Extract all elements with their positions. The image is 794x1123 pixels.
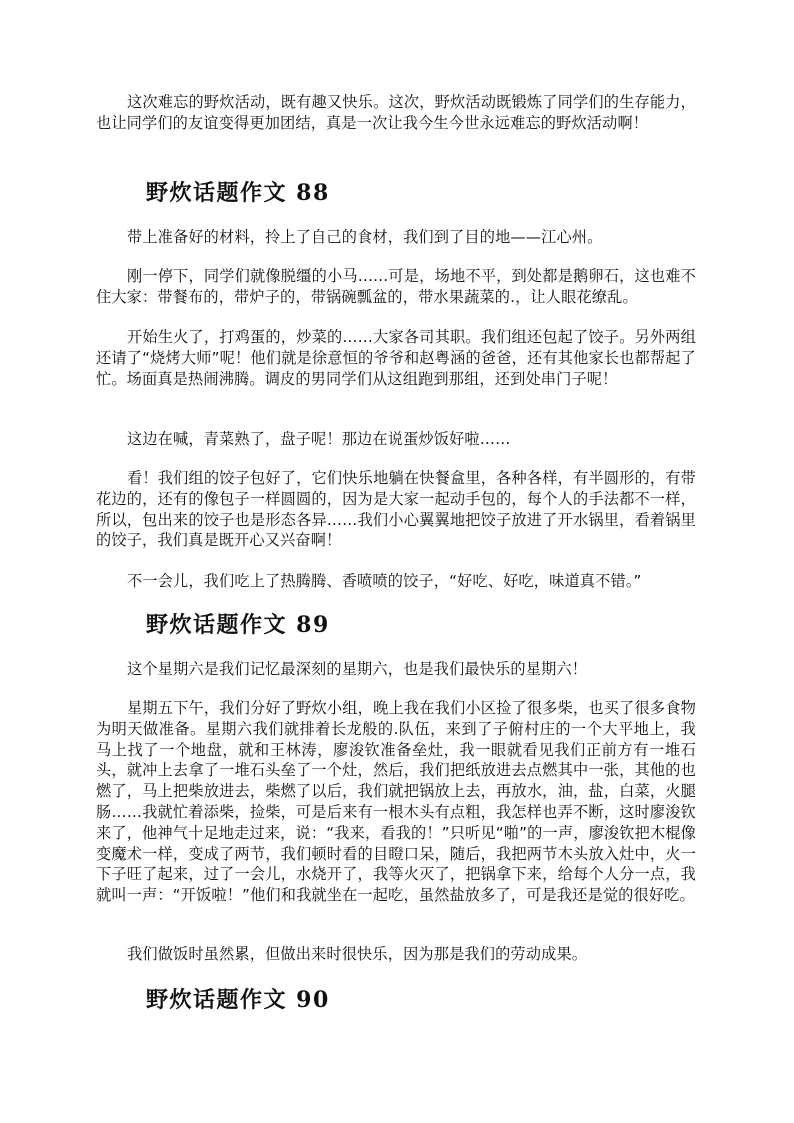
paragraph: 看！我们组的饺子包好了，它们快乐地躺在快餐盒里，各种各样，有半圆形的，有带花边的，还有的像包子一样圆圆的，因为是大家一起动手包的，每个人的手法都不一样，所以，包出来的饺子也是形态各异……我们小心翼翼地把饺子放进了开水锅里，看着锅里的饺子，我们真是既开心又兴奋啊！: [96, 469, 696, 550]
section-title-89: 野炊话题作文 89: [146, 612, 330, 638]
paragraph: 刚一停下，同学们就像脱缰的小马……可是，场地不平，到处都是鹅卵石，这也难不住大家：带餐布的，带炉子的，带锅碗瓢盆的，带水果蔬菜的.，让人眼花缭乱。: [96, 267, 696, 306]
paragraph: 我们做饭时虽然累，但做出来时很快乐，因为那是我们的劳动成果。: [127, 945, 588, 963]
paragraph: 星期五下午，我们分好了野炊小组，晚上我在我们小区捡了很多柴，也买了很多食物为明天做准备。星期六我们就排着长龙般的.队伍，来到了子俯村庄的一个大平地上，我马上找了一个地盘，就和王林涛，廖浚钦准备垒灶，我一眼就看见我们正前方有一堆石头，就冲上去拿了一堆石头垒了一个灶，然后，我们把纸放进去点燃其中一张，其他的也燃了，马上把柴放进去，柴燃了以后，我们就把锅放上去，再放水，油，盐，白菜，火腿肠……我就忙着添柴，捡柴，可是后来有一根木头有点粗，我怎样也弄不断，这时廖浚钦来了，他神气十足地走过来，说：“我来，看我的！”只听见“啪”的一声，廖浚钦把木棍像变魔术一样，变成了两节，我们顿时看的目瞪口呆，随后，我把两节木头放入灶中，火一下子旺了起来，过了一会儿，水烧开了，我等火灭了，把锅拿下来，给每个人分一点，我就叫一声：“开饭啦！”他们和我就坐在一起吃，虽然盐放多了，可是我还是觉的很好吃。: [96, 699, 696, 905]
paragraph: 开始生火了，打鸡蛋的，炒菜的……大家各司其职。我们组还包起了饺子。另外两组还请了“烧烤大师”呢！他们就是徐意恒的爷爷和赵粤涵的爸爸，还有其他家长也都帮起了忙。场面真是热闹沸腾。调皮的男同学们从这组跑到那组，还到处串门子呢！: [96, 328, 696, 388]
paragraph: 这个星期六是我们记忆最深刻的星期六，也是我们最快乐的星期六！: [127, 660, 588, 678]
section-title-90: 野炊话题作文 90: [146, 987, 330, 1013]
paragraph: 带上准备好的材料，拎上了自己的食材，我们到了目的地——江心州。: [127, 228, 603, 246]
paragraph: 这边在喊，青菜熟了，盘子呢！那边在说蛋炒饭好啦……: [127, 430, 511, 448]
paragraph: 不一会儿，我们吃上了热腾腾、香喷喷的饺子，“好吃、好吃，味道真不错。”: [127, 572, 642, 590]
section-title-88: 野炊话题作文 88: [146, 180, 330, 206]
paragraph: 这次难忘的野炊活动，既有趣又快乐。这次，野炊活动既锻炼了同学们的生存能力，也让同学们的友谊变得更加团结，真是一次让我今生今世永远难忘的野炊活动啊！: [96, 93, 696, 132]
